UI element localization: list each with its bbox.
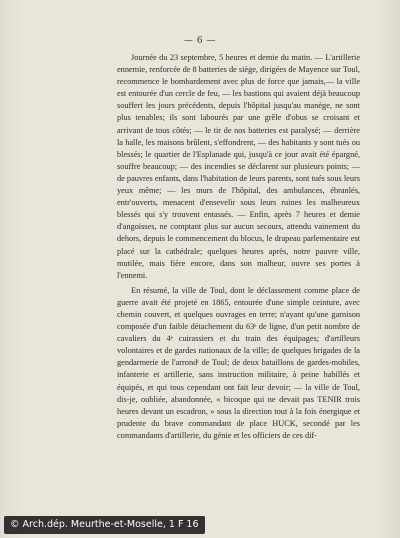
page-number: — 6 — xyxy=(184,36,216,46)
body-text xyxy=(117,52,360,443)
paragraph-1: Journée du 23 septembre, 5 heures et demie du matin. — L'artillerie ennemie, renforcée de 8 batteries de siège, dirigées de Mayence sur Toul, recommence le bombardement avec plus de force que jamais,— la ville est entourée d'un cercle de feu, — les bastions qui avaient déjà beaucoup souffert les jours précédents, depuis l'hôpital jusqu'au manège, ne sont plus tenables; ils sont labourés par une grêle d'obus se croisant et arrivant de tous côtés; — le tir de nos batteries est paralysé; — derrière la halle, les maisons brûlent, s'effondrent, — des habitants y sont tués ou blessés; le quartier de l'Esplanade qui, jusqu'à ce jour avait été épargné, souffre beaucoup; — des incendies se déclarent sur plusieurs points; — de pauvres enfants, dans l'habitation de leurs parents, sont tués sous leurs yeux même; — les murs de l'hôpital, des ambulances, ébranlés, entr'ouverts, menacent d'ensevelir sous leurs ruines les malheureux blessés qui s'y trouvent entassés. — Enfin, après 7 heures et demie d'angoisses, ne comptant plus sur aucun secours, attendu vainement du dehors, depuis le commencement du blocus, le drapeau parlementaire est placé sur la cathédrale; quelques heures après, notre pauvre ville, mutilée, mais fière encore, dans son malheur, ouvre ses portes à l'ennemi. xyxy=(117,53,360,280)
copyright-watermark: © Arch.dép. Meurthe-et-Moselle, 1 F 16 xyxy=(4,516,205,534)
paragraph-2: En résumé, la ville de Toul, dont le déclassement comme place de guerre avait été projeté en 1865, entourée d'une simple ceinture, avec chemin couvert, et quelques ouvrages en terre; n'ayant qu'une garnison composée d'un faible détachement du 63ᵉ de ligne, d'un petit nombre de cavaliers du 4ᵉ cuirassiers et du train des équipages; d'artilleurs volontaires et de gardes nationaux de la ville; de quelques brigades de la gendarmerie de l'arrondᵗ de Toul; de deux bataillons de gardes-mobiles, infanterie et artillerie, sans instruction militaire, à peine habillés et équipés, et qui tous cependant ont fait leur devoir; — la ville de Toul, dis-je, oubliée, abandonnée, « bicoque qui ne devait pas TENIR trois heures devant un escadron, » sous la direction tout à la fois énergique et prudente du brave commandant de place HUCK, secondé par les commandants d'artillerie, du génie et les officiers de ces dif- xyxy=(117,285,360,440)
